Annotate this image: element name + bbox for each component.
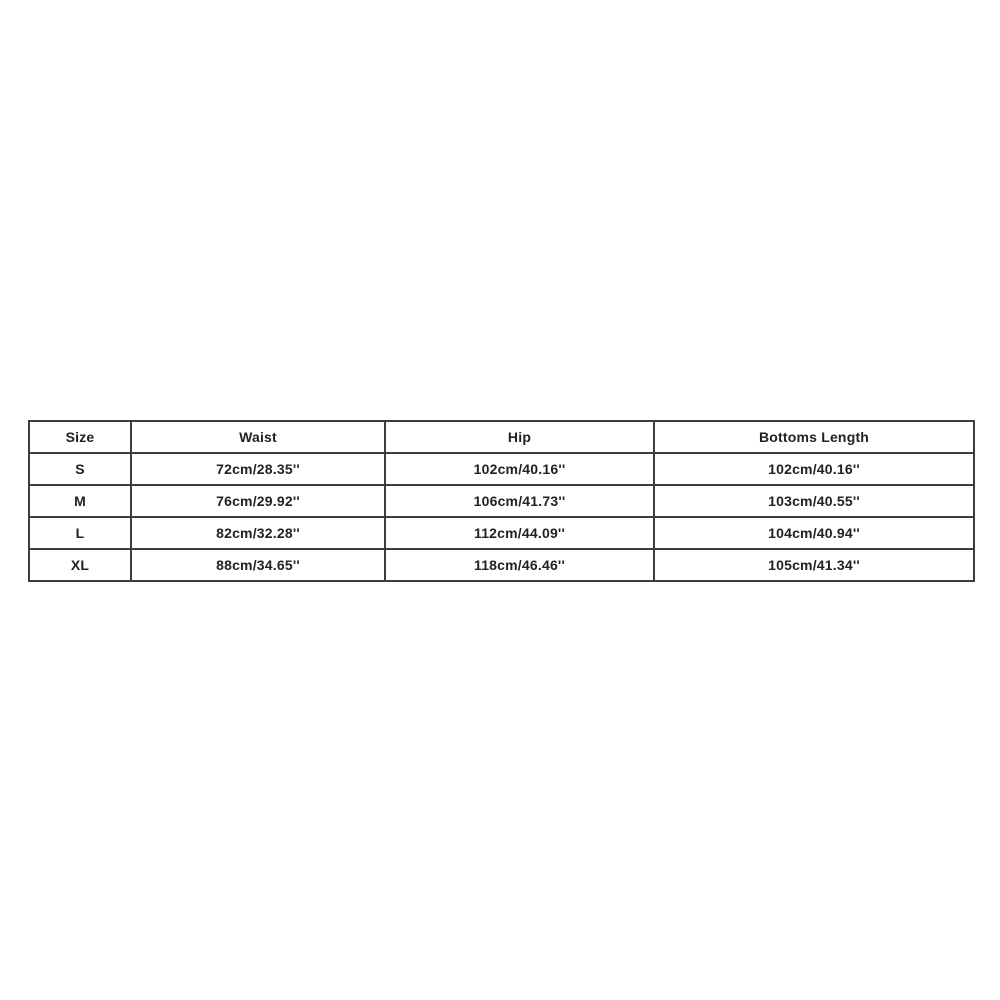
cell-size: S bbox=[29, 453, 131, 485]
table-row bbox=[29, 549, 974, 581]
cell-waist: 82cm/32.28'' bbox=[131, 517, 385, 549]
header-cell-hip: Hip bbox=[385, 421, 654, 453]
cell-hip: 112cm/44.09'' bbox=[385, 517, 654, 549]
header-cell-size: Size bbox=[29, 421, 131, 453]
cell-waist: 76cm/29.92'' bbox=[131, 485, 385, 517]
table-row bbox=[29, 517, 974, 549]
header-cell-bottoms-length: Bottoms Length bbox=[654, 421, 974, 453]
size-chart-table bbox=[28, 420, 975, 582]
cell-size: M bbox=[29, 485, 131, 517]
table-header-row bbox=[29, 421, 974, 453]
cell-waist: 72cm/28.35'' bbox=[131, 453, 385, 485]
cell-hip: 118cm/46.46'' bbox=[385, 549, 654, 581]
cell-bottoms-length: 105cm/41.34'' bbox=[654, 549, 974, 581]
cell-hip: 102cm/40.16'' bbox=[385, 453, 654, 485]
cell-bottoms-length: 102cm/40.16'' bbox=[654, 453, 974, 485]
cell-waist: 88cm/34.65'' bbox=[131, 549, 385, 581]
header-cell-waist: Waist bbox=[131, 421, 385, 453]
table-row bbox=[29, 453, 974, 485]
cell-bottoms-length: 104cm/40.94'' bbox=[654, 517, 974, 549]
table-row bbox=[29, 485, 974, 517]
cell-bottoms-length: 103cm/40.55'' bbox=[654, 485, 974, 517]
cell-size: L bbox=[29, 517, 131, 549]
cell-hip: 106cm/41.73'' bbox=[385, 485, 654, 517]
cell-size: XL bbox=[29, 549, 131, 581]
